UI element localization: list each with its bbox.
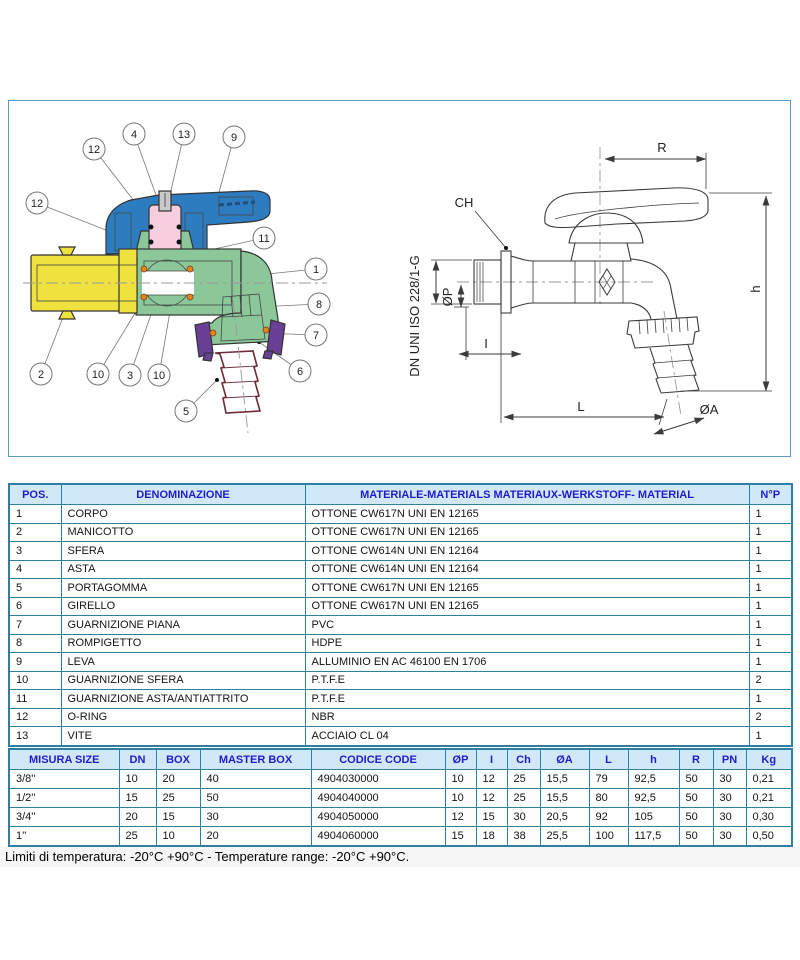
table-cell: 12: [445, 808, 476, 827]
table-row: [9, 653, 792, 672]
table-cell: GIRELLO: [61, 597, 305, 616]
table-cell: 4: [9, 560, 61, 579]
table-cell: 38: [507, 827, 540, 847]
table-cell: 80: [589, 789, 628, 808]
table-cell: 105: [628, 808, 679, 827]
callout-number: 1: [312, 264, 320, 276]
table-cell: MANICOTTO: [61, 523, 305, 542]
table-row: [9, 579, 792, 598]
column-header: L: [589, 749, 628, 770]
table-cell: 15: [156, 808, 200, 827]
table-cell: 15,5: [540, 770, 589, 789]
table-cell: OTTONE CW614N UNI EN 12164: [305, 560, 749, 579]
callout-number: 12: [30, 198, 44, 210]
dome-outline: [569, 213, 643, 243]
table-row: [9, 523, 792, 542]
table-cell: 1: [749, 653, 792, 672]
table-cell: 30: [713, 789, 746, 808]
table-row: [9, 560, 792, 579]
table-row: [9, 671, 792, 690]
table-cell: 50: [679, 789, 713, 808]
table-row: [9, 789, 792, 808]
temperature-limits-note: Limiti di temperatura: -20°C +90°C - Temperature range: -20°C +90°C.: [0, 847, 800, 867]
callout-number: 2: [37, 369, 45, 381]
column-header: Ch: [507, 749, 540, 770]
table-cell: 10: [9, 671, 61, 690]
column-header: ØA: [540, 749, 589, 770]
table-cell: 1: [749, 523, 792, 542]
table-row: [9, 690, 792, 709]
table-cell: O-RING: [61, 708, 305, 727]
callout-number: 10: [152, 370, 166, 382]
parts-materials-table: [8, 483, 793, 747]
table-cell: 1/2'': [9, 789, 119, 808]
column-header: I: [476, 749, 507, 770]
callout-number: 13: [177, 129, 191, 141]
column-header: N°P: [749, 484, 792, 505]
table-row: [9, 770, 792, 789]
table-cell: 40: [200, 770, 311, 789]
column-header: R: [679, 749, 713, 770]
table-cell: 18: [476, 827, 507, 847]
dim-label-h: h: [748, 285, 763, 293]
table-cell: 4904040000: [311, 789, 445, 808]
table-cell: 6: [9, 597, 61, 616]
table-cell: 3: [9, 542, 61, 561]
table-cell: NBR: [305, 708, 749, 727]
table-cell: 50: [200, 789, 311, 808]
table-cell: 100: [589, 827, 628, 847]
column-header: POS.: [9, 484, 61, 505]
table-cell: P.T.F.E: [305, 671, 749, 690]
table-cell: VITE: [61, 727, 305, 746]
table-cell: GUARNIZIONE PIANA: [61, 616, 305, 635]
table-cell: 30: [713, 770, 746, 789]
table-row: [9, 505, 792, 524]
table-cell: 12: [476, 770, 507, 789]
table-cell: CORPO: [61, 505, 305, 524]
table-cell: 30: [713, 808, 746, 827]
table-cell: 5: [9, 579, 61, 598]
table-cell: 10: [156, 827, 200, 847]
thread-standard-label: DN UNI ISO 228/1-G: [407, 255, 422, 377]
column-header: DN: [119, 749, 156, 770]
table-cell: 2: [9, 523, 61, 542]
swivel-nut-outline: [627, 317, 699, 348]
table-cell: SFERA: [61, 542, 305, 561]
table-cell: OTTONE CW617N UNI EN 12165: [305, 597, 749, 616]
table-cell: 0,50: [746, 827, 792, 847]
table-cell: PORTAGOMMA: [61, 579, 305, 598]
table-cell: 2: [749, 671, 792, 690]
table-cell: 1'': [9, 827, 119, 847]
cutaway-section-view: [23, 123, 330, 433]
table-cell: HDPE: [305, 634, 749, 653]
handle-inner-line: [555, 203, 699, 219]
elbow-outer: [631, 259, 677, 319]
column-header: DENOMINAZIONE: [61, 484, 305, 505]
table-cell: 92: [589, 808, 628, 827]
table-cell: 50: [679, 770, 713, 789]
table-cell: 25: [507, 770, 540, 789]
table-row: [9, 597, 792, 616]
table-row: [9, 708, 792, 727]
table-cell: 30: [200, 808, 311, 827]
table-cell: 4904030000: [311, 770, 445, 789]
table-row: [9, 808, 792, 827]
table-row: [9, 827, 792, 847]
table-cell: GUARNIZIONE SFERA: [61, 671, 305, 690]
table-cell: 9: [9, 653, 61, 672]
dim-label-L: L: [577, 399, 585, 414]
callout-number: 4: [130, 129, 138, 141]
table-cell: 92,5: [628, 770, 679, 789]
table-cell: 3/8'': [9, 770, 119, 789]
table-cell: LEVA: [61, 653, 305, 672]
table-cell: 10: [445, 789, 476, 808]
table-cell: 20: [156, 770, 200, 789]
table-cell: 10: [445, 770, 476, 789]
table-cell: 79: [589, 770, 628, 789]
table-cell: 1: [749, 579, 792, 598]
table-row: [9, 727, 792, 746]
table-cell: 15: [119, 789, 156, 808]
column-header: CODICE CODE: [311, 749, 445, 770]
dimension-lines: [431, 153, 772, 434]
table-cell: 20: [119, 808, 156, 827]
table-cell: P.T.F.E: [305, 690, 749, 709]
column-header: ØP: [445, 749, 476, 770]
table-cell: 1: [749, 505, 792, 524]
table-cell: ALLUMINIO EN AC 46100 EN 1706: [305, 653, 749, 672]
table-cell: 8: [9, 634, 61, 653]
column-header: h: [628, 749, 679, 770]
callout-number: 12: [87, 144, 101, 156]
table-row: [9, 616, 792, 635]
column-header: Kg: [746, 749, 792, 770]
table-cell: 25: [156, 789, 200, 808]
table-cell: 30: [507, 808, 540, 827]
technical-drawing-panel: [8, 100, 791, 457]
sizes-codes-table: [8, 748, 793, 847]
table-cell: 13: [9, 727, 61, 746]
table-cell: 1: [9, 505, 61, 524]
column-header: BOX: [156, 749, 200, 770]
callout-number: 9: [230, 132, 238, 144]
table-cell: 0,30: [746, 808, 792, 827]
callout-number: 7: [312, 330, 320, 342]
table-cell: OTTONE CW617N UNI EN 12165: [305, 579, 749, 598]
table-cell: 30: [713, 827, 746, 847]
callout-number: 6: [296, 366, 304, 378]
table-cell: 4904060000: [311, 827, 445, 847]
parts-header-row: [9, 484, 792, 505]
table-cell: 1: [749, 560, 792, 579]
table-cell: 15: [445, 827, 476, 847]
table-cell: ROMPIGETTO: [61, 634, 305, 653]
table-cell: 1: [749, 542, 792, 561]
callout-number: 5: [182, 406, 190, 418]
table-cell: 1: [749, 597, 792, 616]
table-cell: 4904050000: [311, 808, 445, 827]
table-cell: 0,21: [746, 789, 792, 808]
table-cell: ACCIAIO CL 04: [305, 727, 749, 746]
table-cell: 25: [119, 827, 156, 847]
callout-number: 11: [258, 233, 270, 245]
table-cell: 1: [749, 616, 792, 635]
dimensional-view: [407, 140, 772, 434]
dim-label-CH: CH: [454, 195, 474, 210]
table-cell: 117,5: [628, 827, 679, 847]
table-cell: 50: [679, 808, 713, 827]
hose-tail-outline: [650, 345, 699, 393]
table-cell: 0,21: [746, 770, 792, 789]
callout-number: 3: [126, 370, 134, 382]
sizes-header-row: [9, 749, 792, 770]
column-header: MATERIALE-MATERIALS MATERIAUX-WERKSTOFF- MATERIAL: [305, 484, 749, 505]
table-cell: OTTONE CW614N UNI EN 12164: [305, 542, 749, 561]
table-cell: 1: [749, 690, 792, 709]
table-cell: 7: [9, 616, 61, 635]
table-cell: 3/4'': [9, 808, 119, 827]
table-cell: GUARNIZIONE ASTA/ANTIATTRITO: [61, 690, 305, 709]
table-cell: 1: [749, 634, 792, 653]
table-cell: ASTA: [61, 560, 305, 579]
dim-label-OP: ØP: [440, 287, 455, 307]
table-cell: 50: [679, 827, 713, 847]
column-header: PN: [713, 749, 746, 770]
dim-label-I: I: [484, 336, 488, 351]
table-row: [9, 542, 792, 561]
table-row: [9, 634, 792, 653]
table-cell: 25: [507, 789, 540, 808]
table-cell: 12: [9, 708, 61, 727]
table-cell: 92,5: [628, 789, 679, 808]
table-cell: 15: [476, 808, 507, 827]
column-header: MISURA SIZE: [9, 749, 119, 770]
table-cell: 10: [119, 770, 156, 789]
column-header: MASTER BOX: [200, 749, 311, 770]
table-cell: 1: [749, 727, 792, 746]
dim-label-OA: ØA: [699, 402, 719, 417]
table-cell: OTTONE CW617N UNI EN 12165: [305, 523, 749, 542]
table-cell: 11: [9, 690, 61, 709]
dim-label-R: R: [657, 140, 667, 155]
callout-number: 8: [315, 299, 323, 311]
table-cell: 15,5: [540, 789, 589, 808]
elbow-inner: [631, 303, 651, 319]
valve-drawings: [9, 101, 790, 456]
table-cell: 20,5: [540, 808, 589, 827]
table-cell: OTTONE CW617N UNI EN 12165: [305, 505, 749, 524]
table-cell: 12: [476, 789, 507, 808]
callout-number: 10: [91, 369, 105, 381]
table-cell: 25,5: [540, 827, 589, 847]
table-cell: 20: [200, 827, 311, 847]
bonnet-outline: [571, 243, 631, 261]
table-cell: PVC: [305, 616, 749, 635]
table-cell: 2: [749, 708, 792, 727]
